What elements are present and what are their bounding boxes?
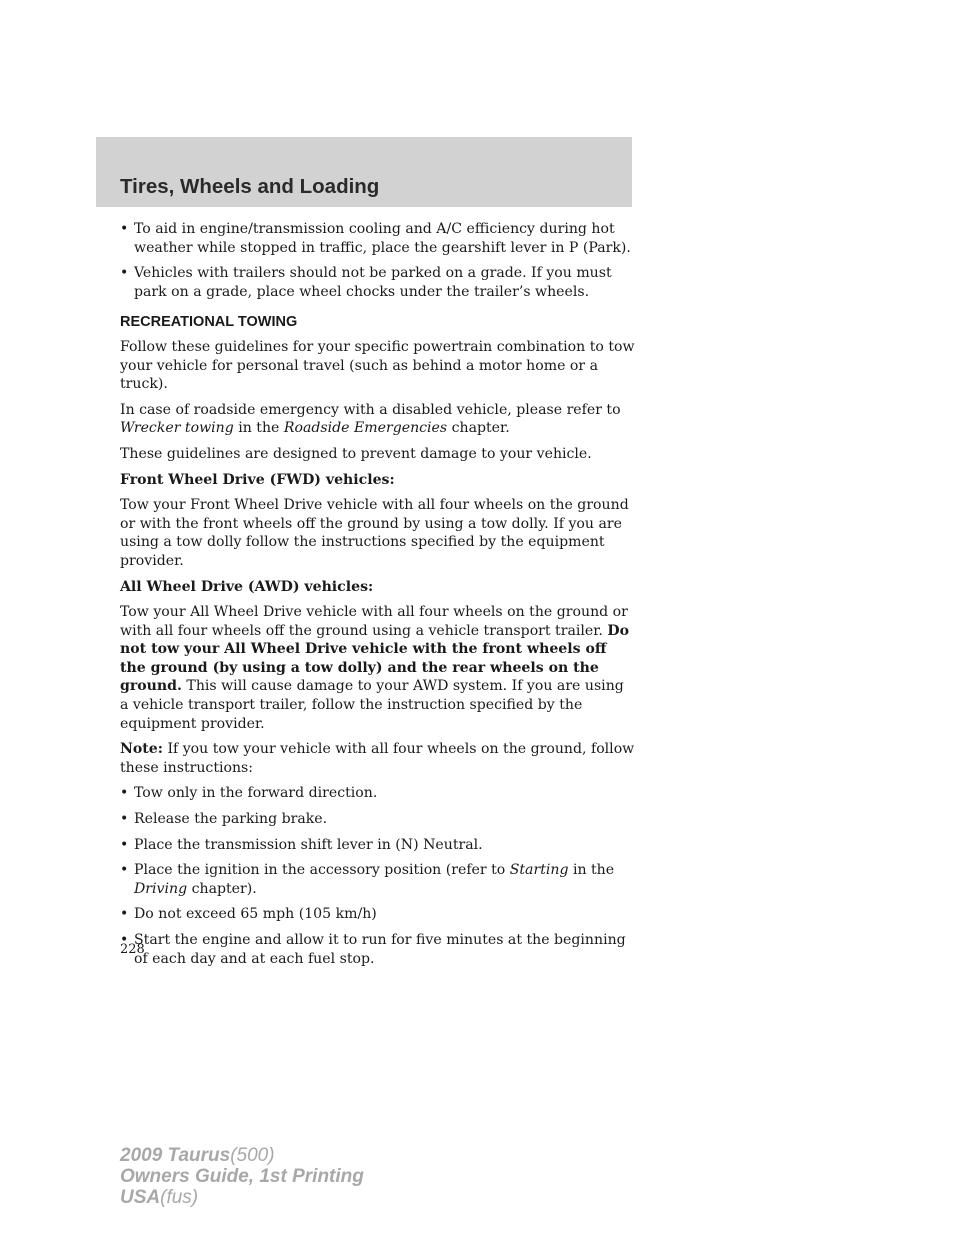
list-item: • To aid in engine/transmission cooling and A/C efficiency during hot weather while stopped in traffic, place the gearshift lever in P (Park). [120, 220, 635, 257]
list-item: • Tow only in the forward direction. [120, 784, 635, 803]
section-header-band [96, 137, 632, 207]
list-item: • Place the transmission shift lever in (N) Neutral. [120, 836, 635, 855]
footer-market-code: (fus) [160, 1187, 199, 1208]
footer-market: USA [120, 1187, 161, 1208]
fwd-text: Tow your Front Wheel Drive vehicle with all four wheels on the ground or with the front wheels off the ground by using a tow dolly. If you are using a tow dolly follow the instructions specified by the equipment provider. [120, 497, 629, 569]
print-footer [120, 1145, 364, 1208]
page-content [120, 220, 635, 975]
note-paragraph: Note: If you tow your vehicle with all four wheels on the ground, follow these instructions: [120, 741, 635, 776]
list-item: • Release the parking brake. [120, 810, 635, 829]
footer-model: 2009 Taurus [120, 1145, 231, 1166]
list-item: • Do not exceed 65 mph (105 km/h) [120, 905, 635, 924]
footer-guide: Owners Guide, 1st Printing [120, 1166, 364, 1187]
emergency-reference: In case of roadside emergency with a disabled vehicle, please refer to Wrecker towing in the Roadside Emergencies chapter. [120, 401, 621, 437]
list-item: • Start the engine and allow it to run for five minutes at the beginning of each day and at each fuel stop. [120, 931, 635, 968]
wrecker-towing-ref: Wrecker towing [120, 420, 234, 437]
section-title: Tires, Wheels and Loading [120, 175, 380, 198]
fwd-heading: Front Wheel Drive (FWD) vehicles: [120, 471, 395, 488]
awd-heading: All Wheel Drive (AWD) vehicles: [120, 578, 374, 595]
driving-ref: Driving [134, 880, 188, 897]
list-item: • Place the ignition in the accessory position (refer to Starting in the Driving chapter). [120, 861, 635, 898]
awd-text: Tow your All Wheel Drive vehicle with all four wheels on the ground or with all four wheels off the ground using a vehicle transport trailer. Do not tow your All Wheel Drive vehicle with the front wheels off the ground (by using a tow dolly) and the rear wheels on the ground. This will cause damage to your AWD system. If you are using a vehicle transport trailer, follow the instruction specified by the equipment provider. [120, 604, 629, 732]
footer-model-code: (500) [230, 1145, 275, 1166]
recreational-towing-heading: RECREATIONAL TOWING [120, 314, 298, 331]
page-number: 228 [120, 942, 145, 957]
list-item: • Vehicles with trailers should not be parked on a grade. If you must park on a grade, place wheel chocks under the trailer’s wheels. [120, 264, 635, 301]
note-label: Note: [120, 741, 163, 758]
guidelines-text: These guidelines are designed to prevent damage to your vehicle. [120, 445, 592, 462]
roadside-emergencies-ref: Roadside Emergencies [283, 420, 448, 437]
awd-warning: Do not tow your All Wheel Drive vehicle with the front wheels off the ground (by using a tow dolly) and the rear wheels on the ground. [120, 622, 629, 695]
starting-ref: Starting [509, 862, 569, 879]
recreational-intro: Follow these guidelines for your specific powertrain combination to tow your vehicle for personal travel (such as behind a motor home or a truck). [120, 338, 635, 393]
